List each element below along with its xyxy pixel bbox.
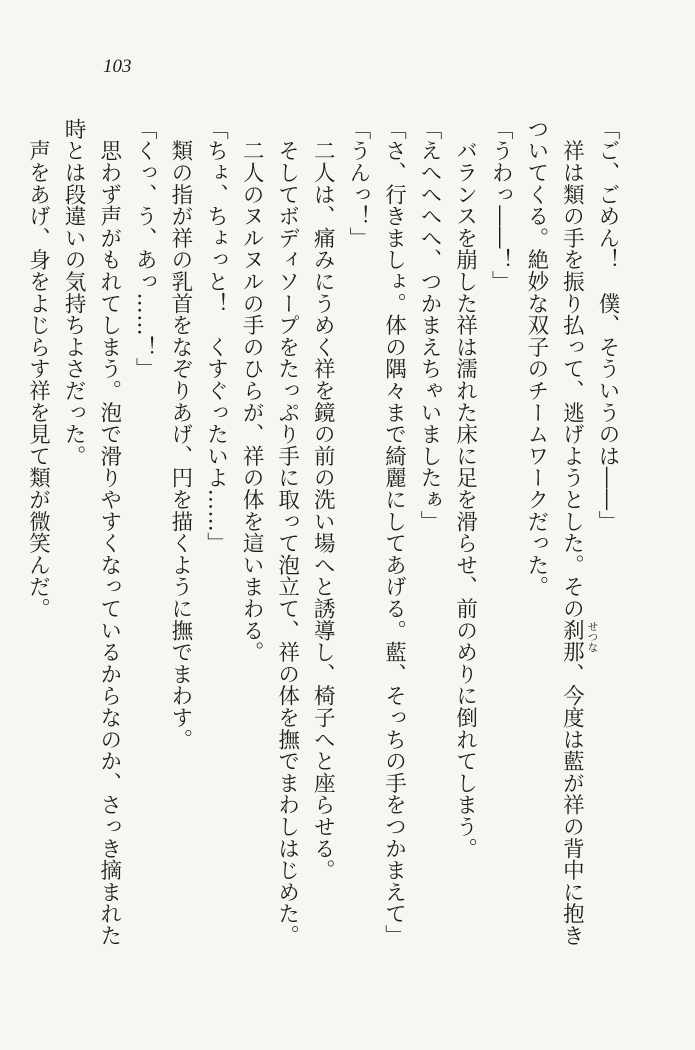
ruby-annotated-word bbox=[559, 619, 599, 664]
text-line: バランスを崩した祥は濡れた床に足を滑らせ、前のめりに倒れてしまう。 bbox=[452, 118, 478, 860]
ruby-base: 刹那 bbox=[559, 619, 585, 664]
text-line: 声をあげ、身をよじらす祥を見て類が微笑んだ。 bbox=[25, 118, 51, 620]
ruby-reading: せつな bbox=[586, 621, 599, 653]
novel-body-text bbox=[25, 118, 625, 1008]
text-line-part: 、今度は藍が祥の背中に抱き bbox=[559, 663, 585, 947]
text-line: 「ご、ごめん！ 僕、そういうのは――」 bbox=[595, 118, 620, 533]
text-line: 「さ、行きましょ。体の隅々まで綺麗にしてあげる。藍、そっちの手をつかまえて」 bbox=[381, 118, 407, 947]
text-line: 二人は、痛みにうめく祥を鏡の前の洗い場へと誘導し、椅子へと座らせる。 bbox=[310, 118, 336, 881]
text-line: 「くっ、う、あっ……！」 bbox=[132, 118, 158, 380]
text-line: 「うんっ！」 bbox=[345, 118, 371, 249]
text-line: 思わず声がもれてしまう。泡で滑りやすくなっているからなのか、さっき摘まれた bbox=[96, 118, 122, 947]
text-line: ついてくる。絶妙な双子のチームワークだった。 bbox=[523, 118, 549, 598]
text-line: 「えへへへへ、つかまえちゃいましたぁ」 bbox=[417, 118, 443, 533]
text-line: 「うわっ――！」 bbox=[488, 118, 514, 293]
text-line-part: 祥は類の手を振り払って、逃げようとした。その bbox=[559, 118, 585, 620]
text-line-with-ruby bbox=[554, 118, 599, 1008]
page-number: 103 bbox=[103, 56, 132, 77]
text-line: 二人のヌルヌルの手のひらが、祥の体を這いまわる。 bbox=[239, 118, 265, 663]
text-line: 「ちょ、ちょっと！ くすぐったいよ……」 bbox=[203, 118, 229, 554]
text-line: そしてボディソープをたっぷり手に取って泡立て、祥の体を撫でまわしはじめた。 bbox=[274, 118, 300, 947]
text-line: 類の指が祥の乳首をなぞりあげ、円を描くように撫でまわす。 bbox=[167, 118, 193, 751]
text-line: 時とは段違いの気持ちよさだった。 bbox=[61, 118, 87, 467]
